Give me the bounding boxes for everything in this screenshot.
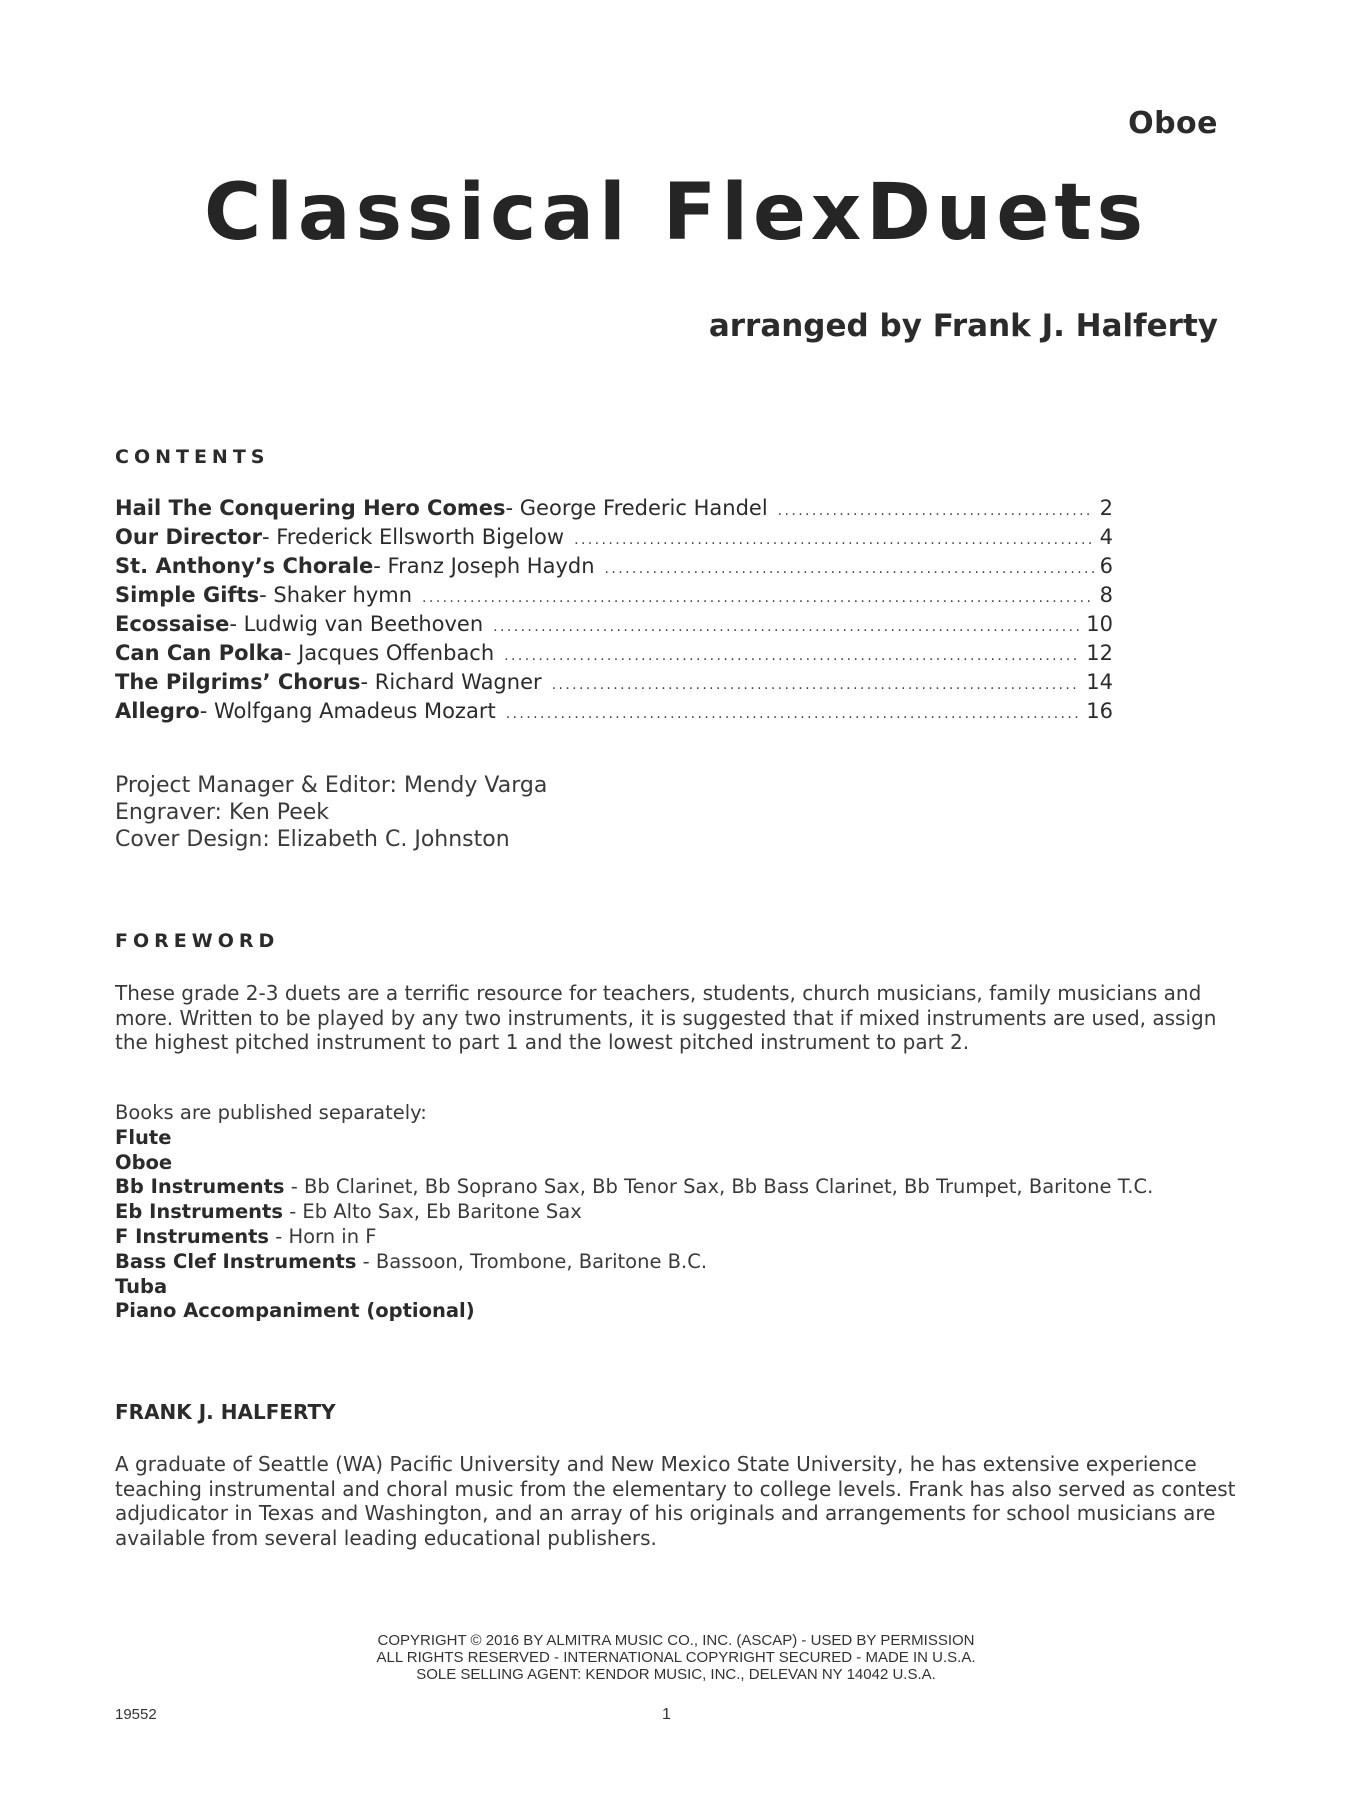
book-edition-name: Eb Instruments: [115, 1200, 283, 1224]
foreword-heading: FOREWORD: [115, 930, 280, 952]
book-title: Classical FlexDuets: [203, 168, 1149, 258]
toc-piece-title: Our Director: [115, 525, 262, 549]
toc-piece-title: Ecossaise: [115, 612, 230, 636]
toc-page-number: 10: [1086, 612, 1113, 636]
toc-piece-title: Simple Gifts: [115, 583, 260, 607]
toc-composer: - Jacques Offenbach: [283, 641, 495, 665]
toc-composer: - Ludwig van Beethoven: [229, 612, 484, 636]
book-edition-name: F Instruments: [115, 1224, 270, 1248]
toc-piece-title: Can Can Polka: [115, 641, 284, 665]
instrument-label: Oboe: [1128, 106, 1218, 141]
book-edition-name: Bass Clef Instruments: [115, 1249, 357, 1273]
toc-page-number: 8: [1099, 583, 1113, 607]
book-edition-item: [115, 1275, 1153, 1300]
toc-piece-title: Hail The Conquering Hero Comes: [115, 496, 506, 520]
book-edition-detail: - Eb Alto Sax, Eb Baritone Sax: [283, 1200, 582, 1224]
book-edition-name: Bb Instruments: [115, 1175, 285, 1199]
toc-composer: - Richard Wagner: [360, 670, 542, 694]
toc-piece-title: The Pilgrims’ Chorus: [115, 670, 361, 694]
toc-page-number: 2: [1099, 496, 1113, 520]
book-edition-detail: - Horn in F: [269, 1224, 377, 1248]
books-list: [115, 1101, 1153, 1324]
book-edition-item: [115, 1250, 1153, 1275]
toc-leader-dots: [778, 503, 1094, 519]
toc-leader-dots: [574, 532, 1094, 548]
toc-composer: - Wolfgang Amadeus Mozart: [199, 699, 496, 723]
toc-composer: - George Frederic Handel: [505, 496, 768, 520]
book-edition-item: [115, 1299, 1153, 1324]
book-edition-detail: - Bb Clarinet, Bb Soprano Sax, Bb Tenor Sax, Bb Bass Clarinet, Bb Trumpet, Baritone T.C.: [284, 1175, 1154, 1199]
toc-entry: [115, 641, 1113, 670]
toc-entry: [115, 496, 1113, 525]
toc-leader-dots: [422, 590, 1094, 606]
toc-leader-dots: [493, 619, 1080, 635]
contents-heading: CONTENTS: [115, 446, 270, 468]
book-edition-item: [115, 1126, 1153, 1151]
book-edition-name: Piano Accompaniment (optional): [115, 1299, 475, 1323]
book-edition-name: Flute: [115, 1125, 172, 1149]
toc-entry: [115, 699, 1113, 728]
foreword-text: These grade 2-3 duets are a terrific resource for teachers, students, church musicians, family musicians and more. Written to be played by any two instruments, it is suggested that if mixed instruments are used, assign the highest pitched instrument to part 1 and the lowest pitched instrument to part 2.: [115, 981, 1217, 1054]
credit-line: Project Manager & Editor: Mendy Varga: [115, 773, 548, 798]
credits: [115, 772, 547, 853]
toc-leader-dots: [506, 706, 1081, 722]
books-intro: Books are published separately:: [115, 1101, 427, 1124]
book-edition-item: [115, 1225, 1153, 1250]
bio-heading: FRANK J. HALFERTY: [115, 1400, 336, 1424]
toc-page-number: 12: [1086, 641, 1113, 665]
toc-composer: - Franz Joseph Haydn: [373, 554, 595, 578]
book-edition-detail: - Bassoon, Trombone, Baritone B.C.: [356, 1249, 708, 1273]
toc-page-number: 16: [1086, 699, 1113, 723]
toc-entry: [115, 525, 1113, 554]
credit-line: Cover Design: Elizabeth C. Johnston: [115, 827, 510, 852]
copyright-line: ALL RIGHTS RESERVED - INTERNATIONAL COPYRIGHT SECURED - MADE IN U.S.A.: [376, 1649, 976, 1666]
toc-piece-title: St. Anthony’s Chorale: [115, 554, 374, 578]
toc-composer: - Shaker hymn: [259, 583, 413, 607]
toc-composer: - Frederick Ellsworth Bigelow: [261, 525, 565, 549]
credit-line: Engraver: Ken Peek: [115, 800, 330, 825]
toc-page-number: 4: [1099, 525, 1113, 549]
bio-text: A graduate of Seattle (WA) Pacific University and New Mexico State University, he has extensive experience teaching instrumental and choral music from the elementary to college levels. Frank has also served as contest adjudicator in Texas and Washington, and an array of his originals and arrangements for school musicians are available from several leading educational publishers.: [115, 1452, 1236, 1550]
toc-entry: [115, 670, 1113, 699]
page-number: 1: [662, 1706, 671, 1723]
book-edition-name: Tuba: [115, 1274, 168, 1298]
book-edition-item: [115, 1151, 1153, 1176]
copyright-notice: [0, 1632, 1352, 1683]
contents-list: [115, 496, 1113, 728]
toc-entry: [115, 554, 1113, 583]
book-edition-name: Oboe: [115, 1150, 173, 1174]
toc-leader-dots: [605, 561, 1094, 577]
copyright-line: SOLE SELLING AGENT: KENDOR MUSIC, INC., DELEVAN NY 14042 U.S.A.: [416, 1666, 936, 1683]
arranger-credit: arranged by Frank J. Halferty: [708, 308, 1218, 344]
toc-leader-dots: [504, 648, 1080, 664]
book-edition-item: [115, 1175, 1153, 1200]
toc-piece-title: Allegro: [115, 699, 200, 723]
copyright-line: COPYRIGHT © 2016 BY ALMITRA MUSIC CO., INC. (ASCAP) - USED BY PERMISSION: [377, 1632, 975, 1649]
toc-page-number: 14: [1086, 670, 1113, 694]
toc-entry: [115, 583, 1113, 612]
toc-leader-dots: [552, 677, 1081, 693]
book-edition-item: [115, 1200, 1153, 1225]
toc-entry: [115, 612, 1113, 641]
catalog-number: 19552: [115, 1706, 157, 1723]
toc-page-number: 6: [1099, 554, 1113, 578]
